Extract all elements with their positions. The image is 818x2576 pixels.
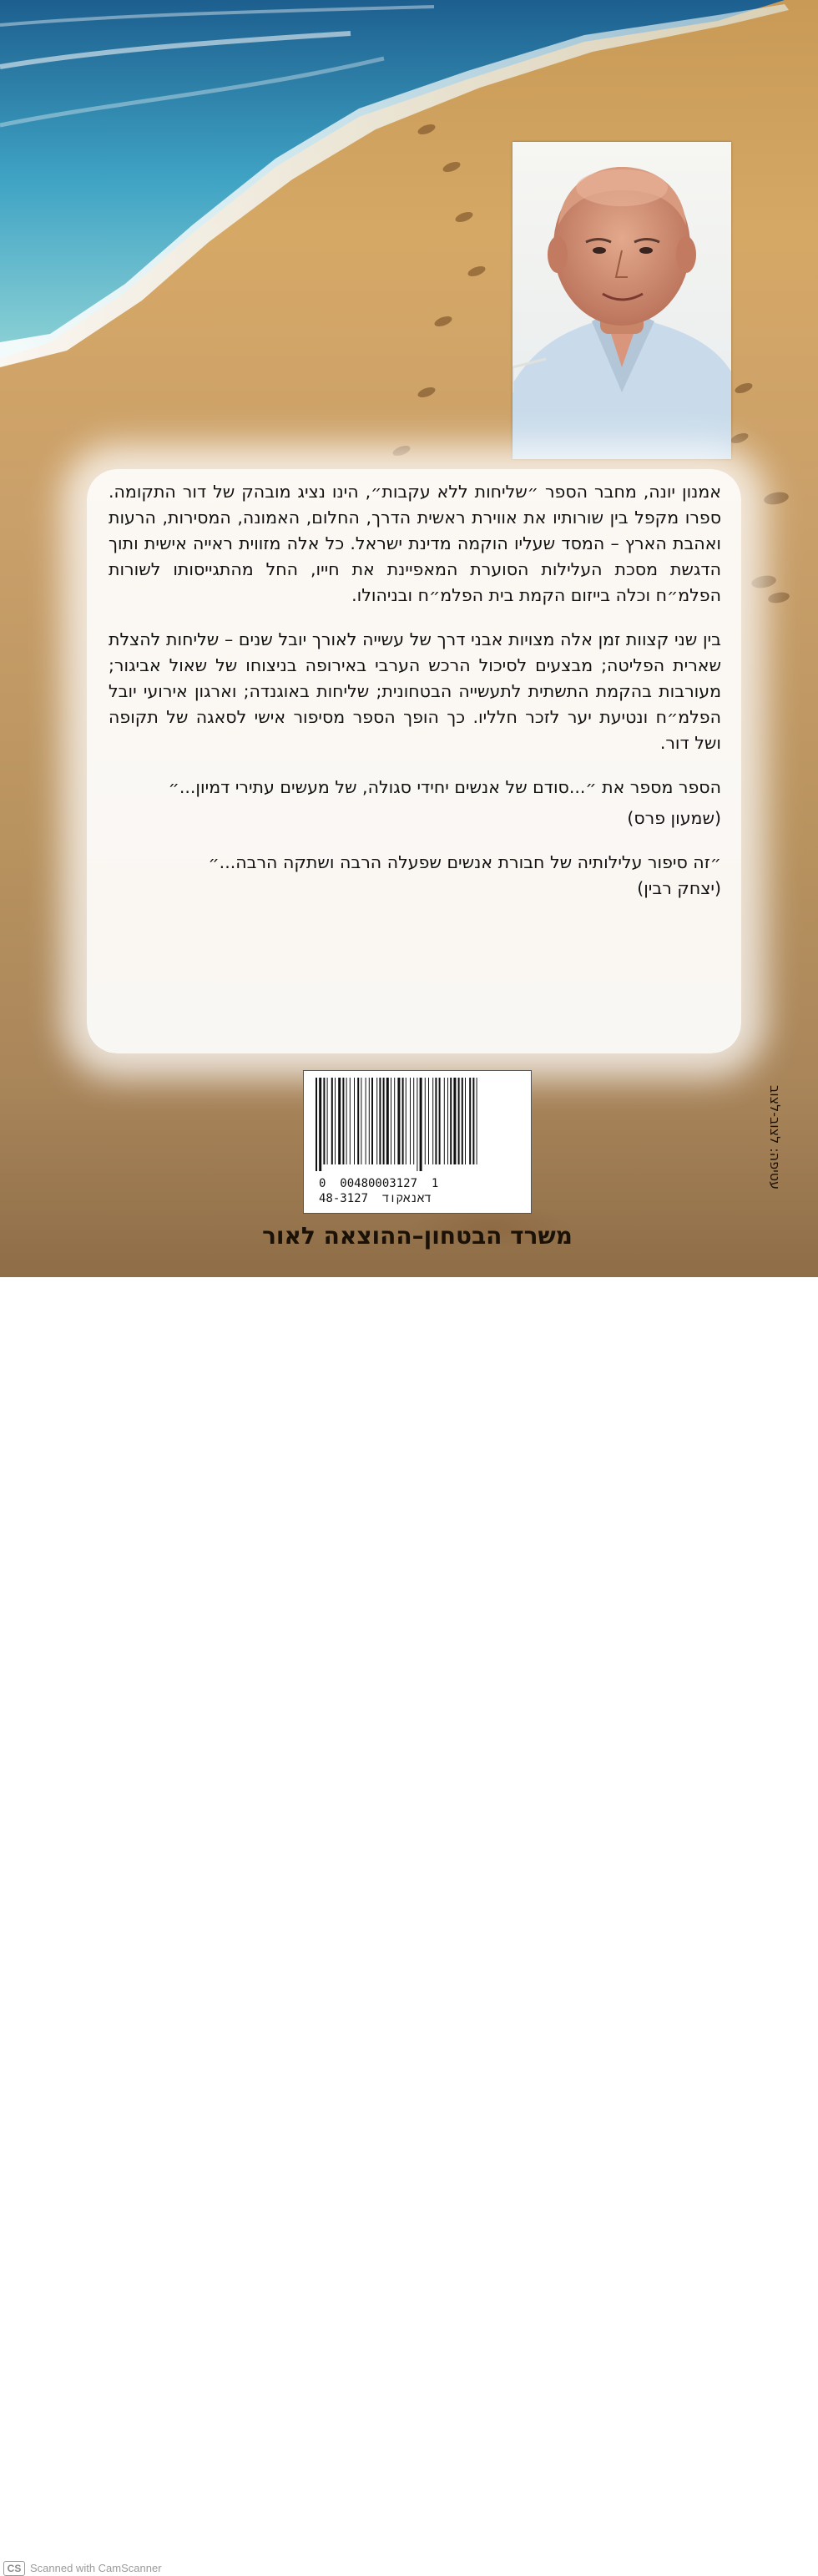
barcode-bar [346, 1078, 347, 1164]
blurb-paragraph-1: אמנון יונה, מחבר הספר ״שליחות ללא עקבות״, הינו נציג מובהק של דור התקומה. ספרו מקפל בין שורותיו את אווירת ראשית הדרך, החלום, האמונה, המסירות, הרעות ואהבת הארץ – המסד שעליו הוקמה מדינת ישראל. כל אלה מזווית ראייה אישית ותוך הדגשת מסכת העלילות הסוערת המאפיינת את חייו, החל מהתגייסותו לשורות הפלמ״ח וכלה בייזום הקמת בית הפלמ״ח ובניהולו. [109, 482, 721, 605]
footprint [391, 444, 412, 458]
quote-peres: הספר מספר את ״...סודם של אנשים יחידי סגולה, של מעשים עתירי דמיון...״ [168, 777, 721, 797]
barcode-bar [420, 1078, 422, 1171]
barcode-bar [453, 1078, 456, 1164]
barcode-bar [369, 1078, 370, 1164]
barcode-bar [458, 1078, 460, 1164]
barcode-bar [331, 1078, 333, 1164]
barcode-bar [338, 1078, 341, 1164]
barcode-bar [447, 1078, 448, 1164]
barcode-bar [425, 1078, 426, 1164]
quote-rabin-source: (יצחק רבין) [637, 878, 721, 898]
quote-rabin: ״זה סיפור עלילותיה של חבורת אנשים שפעלה הרבה ושתקה הרבה...״ [208, 852, 721, 872]
barcode-bar [435, 1078, 437, 1164]
barcode-bar [397, 1078, 400, 1164]
barcode-bar [319, 1078, 321, 1171]
footprint [730, 432, 750, 446]
scanner-watermark-bar [0, 1277, 818, 2574]
barcode-bar [386, 1078, 389, 1164]
barcode-bar [439, 1078, 441, 1164]
barcode-bar [462, 1078, 463, 1164]
barcode-bar [465, 1078, 466, 1164]
barcode-bar [342, 1078, 344, 1164]
footprint [763, 491, 790, 507]
barcode-bar [469, 1078, 471, 1164]
book-back-cover [0, 0, 818, 1277]
barcode-bar [327, 1078, 328, 1164]
quote-peres-source: (שמעון פרס) [627, 808, 721, 828]
barcode-bar [354, 1078, 355, 1164]
blurb-paragraph-2: בין שני קצוות זמן אלה מצויות אבני דרך של עשייה לאורך יובל שנים – שליחות להצלת שארית הפליטה; מבצעים לסיכול הרכש הערבי באירופה בניצוחו של שאול אביגור; מעורבות בהקמת התשתית לתעשייה הבטחונית; שליחות באוגנדה; וארגון אירועי יובל הפלמ״ח ונטיעת יער לזכר חלליו. כך הופך הספר מסיפור אישי לסאגה של תקופה ושל דור. [109, 629, 721, 753]
barcode-bar [472, 1078, 474, 1164]
barcode-bar [428, 1078, 429, 1164]
danacode-number: 48-3127 דאנאקוד [319, 1192, 432, 1205]
barcode-bar [432, 1078, 433, 1164]
cover-designer-credit: עטיפה: לצוב-לצוב [767, 1085, 783, 1190]
barcode-bar [376, 1078, 377, 1164]
barcode-bar [410, 1078, 411, 1164]
barcode-bar [383, 1078, 385, 1164]
barcode-bar [316, 1078, 317, 1171]
barcode-bar [323, 1078, 325, 1164]
footprint [767, 591, 790, 604]
barcode-bar [335, 1078, 336, 1164]
camscanner-watermark-text: Scanned with CamScanner [30, 2562, 162, 2574]
publisher-name: משרד הבטחון–ההוצאה לאור [262, 1222, 573, 1250]
barcode-bar [413, 1078, 414, 1164]
footprint [417, 386, 437, 400]
barcode-bar [379, 1078, 381, 1164]
barcode-bar [371, 1078, 373, 1164]
barcode-digits: 0 00480003127 1 [319, 1177, 439, 1190]
footprint [750, 574, 777, 590]
barcode-bars [304, 1078, 533, 1178]
barcode-bar [450, 1078, 452, 1164]
barcode-bar [350, 1078, 351, 1164]
barcode-bar [357, 1078, 359, 1164]
barcode-bar [402, 1078, 404, 1164]
barcode-bar [444, 1078, 445, 1164]
camscanner-logo-icon: CS [3, 2561, 25, 2576]
barcode-bar [394, 1078, 395, 1164]
author-photo [513, 142, 731, 459]
author-portrait-illustration [513, 142, 731, 459]
blurb-text [109, 479, 721, 920]
footprint [734, 381, 754, 396]
